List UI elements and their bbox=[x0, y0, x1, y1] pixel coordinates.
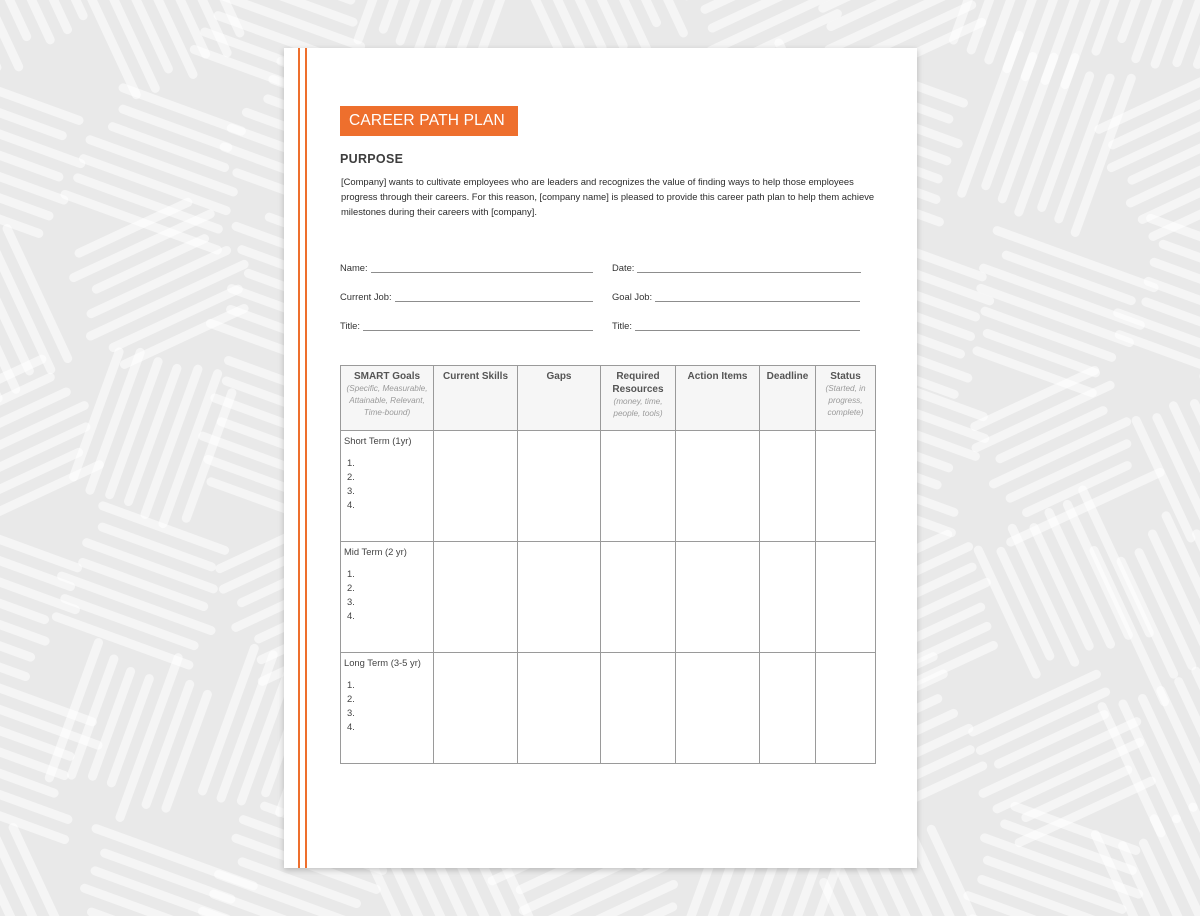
background-stroke bbox=[1026, 770, 1128, 818]
term-label: Short Term (1yr) bbox=[344, 435, 412, 446]
current-job-label: Current Job: bbox=[340, 291, 392, 302]
list-item: 3. bbox=[347, 596, 355, 607]
background-stroke bbox=[1177, 0, 1200, 63]
title-label-right: Title: bbox=[612, 320, 632, 331]
background-stroke bbox=[931, 829, 980, 916]
margin-rule-left bbox=[298, 48, 300, 868]
table-row-long-term bbox=[341, 653, 876, 764]
table-header-row bbox=[341, 366, 876, 431]
background-stroke bbox=[1027, 466, 1128, 513]
column-label: Gaps bbox=[546, 371, 572, 382]
column-header-required-resources bbox=[601, 366, 676, 431]
column-header-smart-goals bbox=[341, 366, 434, 431]
column-label: SMART Goals bbox=[353, 371, 421, 382]
current-job-line[interactable] bbox=[395, 291, 593, 302]
column-label: Status bbox=[830, 371, 861, 382]
background-stroke bbox=[93, 672, 131, 777]
background-stroke bbox=[146, 684, 190, 804]
title-field-right[interactable] bbox=[612, 317, 860, 331]
table-cell[interactable] bbox=[760, 431, 816, 542]
background-stroke bbox=[123, 109, 228, 147]
background-stroke bbox=[111, 679, 149, 783]
column-label: Action Items bbox=[687, 371, 748, 382]
column-label: Current Skills bbox=[442, 371, 509, 382]
document-page bbox=[284, 48, 917, 868]
table-cell[interactable] bbox=[518, 542, 601, 653]
column-sublabel: (money, time, people, tools) bbox=[613, 397, 663, 418]
list-item: 2. bbox=[347, 471, 355, 482]
table-row-short-term bbox=[341, 431, 876, 542]
column-sublabel: (Started, in progress, complete) bbox=[825, 384, 866, 417]
list-item: 1. bbox=[347, 568, 355, 579]
column-header-deadline bbox=[760, 366, 816, 431]
current-job-field[interactable] bbox=[340, 288, 593, 302]
purpose-text: [Company] wants to cultivate employees who are leaders and recognizes the value of finding ways to help those employees progress through their careers. For this reason, [company name] is pleased to provide this career path plan to help them achieve milestones during their careers with [company]. bbox=[341, 176, 875, 217]
goal-job-label: Goal Job: bbox=[612, 291, 653, 302]
table-cell[interactable] bbox=[760, 542, 816, 653]
column-header-current-skills bbox=[434, 366, 518, 431]
table-row-mid-term bbox=[341, 542, 876, 653]
list-item: 2. bbox=[347, 582, 355, 593]
background-stroke bbox=[0, 465, 99, 526]
table-cell[interactable] bbox=[676, 653, 760, 764]
name-field[interactable] bbox=[340, 259, 593, 273]
title-line-right[interactable] bbox=[635, 320, 860, 331]
date-line[interactable] bbox=[637, 262, 861, 273]
goal-cell[interactable] bbox=[341, 653, 434, 764]
column-label: Deadline bbox=[766, 371, 809, 382]
table-cell[interactable] bbox=[434, 431, 518, 542]
background-stroke bbox=[242, 862, 356, 904]
margin-rule-right bbox=[305, 48, 307, 868]
goal-list bbox=[347, 678, 433, 734]
background-stroke bbox=[1006, 255, 1131, 300]
background-stroke bbox=[977, 351, 1092, 393]
column-header-status bbox=[816, 366, 876, 431]
table-cell[interactable] bbox=[518, 653, 601, 764]
table-cell[interactable] bbox=[676, 431, 760, 542]
table-cell[interactable] bbox=[434, 542, 518, 653]
goal-job-field[interactable] bbox=[612, 288, 860, 302]
date-field[interactable] bbox=[612, 259, 861, 273]
purpose-heading: PURPOSE bbox=[340, 152, 404, 166]
goal-cell[interactable] bbox=[341, 431, 434, 542]
title-field-left[interactable] bbox=[340, 317, 593, 331]
background-stroke bbox=[65, 599, 194, 646]
list-item: 3. bbox=[347, 485, 355, 496]
title-line-left[interactable] bbox=[363, 320, 593, 331]
background-stroke bbox=[1154, 819, 1200, 916]
table-cell[interactable] bbox=[816, 653, 876, 764]
list-item: 4. bbox=[347, 499, 355, 510]
list-item: 4. bbox=[347, 610, 355, 621]
table-cell[interactable] bbox=[601, 542, 676, 653]
date-label: Date: bbox=[612, 262, 635, 273]
background-stroke bbox=[83, 563, 204, 607]
table-cell[interactable] bbox=[816, 431, 876, 542]
table-cell[interactable] bbox=[676, 542, 760, 653]
column-sublabel: (Specific, Measurable, Attainable, Relevant, Time-bound) bbox=[346, 384, 428, 417]
column-header-gaps bbox=[518, 366, 601, 431]
background-stroke bbox=[987, 333, 1095, 372]
background-stroke bbox=[87, 543, 214, 589]
goal-list bbox=[347, 456, 433, 512]
table-cell[interactable] bbox=[434, 653, 518, 764]
table-cell[interactable] bbox=[760, 653, 816, 764]
document-title: CAREER PATH PLAN bbox=[340, 106, 518, 136]
list-item: 4. bbox=[347, 721, 355, 732]
list-item: 1. bbox=[347, 679, 355, 690]
goal-job-line[interactable] bbox=[655, 291, 860, 302]
background-stroke bbox=[1099, 62, 1200, 130]
goal-cell[interactable] bbox=[341, 542, 434, 653]
background-stroke bbox=[102, 527, 211, 567]
name-label: Name: bbox=[340, 262, 368, 273]
background-stroke bbox=[985, 311, 1112, 357]
table-cell[interactable] bbox=[601, 431, 676, 542]
table-cell[interactable] bbox=[518, 431, 601, 542]
list-item: 1. bbox=[347, 457, 355, 468]
column-label: Required Resources bbox=[612, 371, 664, 395]
background-stroke bbox=[74, 352, 120, 477]
background-stroke bbox=[1000, 411, 1103, 459]
goal-list bbox=[347, 567, 433, 623]
table-cell[interactable] bbox=[816, 542, 876, 653]
column-header-action-items bbox=[676, 366, 760, 431]
background-stroke bbox=[113, 127, 225, 168]
list-item: 2. bbox=[347, 693, 355, 704]
background-stroke bbox=[123, 88, 241, 131]
title-label-left: Title: bbox=[340, 320, 360, 331]
career-plan-table bbox=[340, 365, 876, 764]
term-label: Long Term (3-5 yr) bbox=[344, 657, 421, 668]
background-stroke bbox=[986, 57, 1033, 186]
name-line[interactable] bbox=[371, 262, 593, 273]
list-item: 3. bbox=[347, 707, 355, 718]
table-cell[interactable] bbox=[601, 653, 676, 764]
term-label: Mid Term (2 yr) bbox=[344, 546, 407, 557]
